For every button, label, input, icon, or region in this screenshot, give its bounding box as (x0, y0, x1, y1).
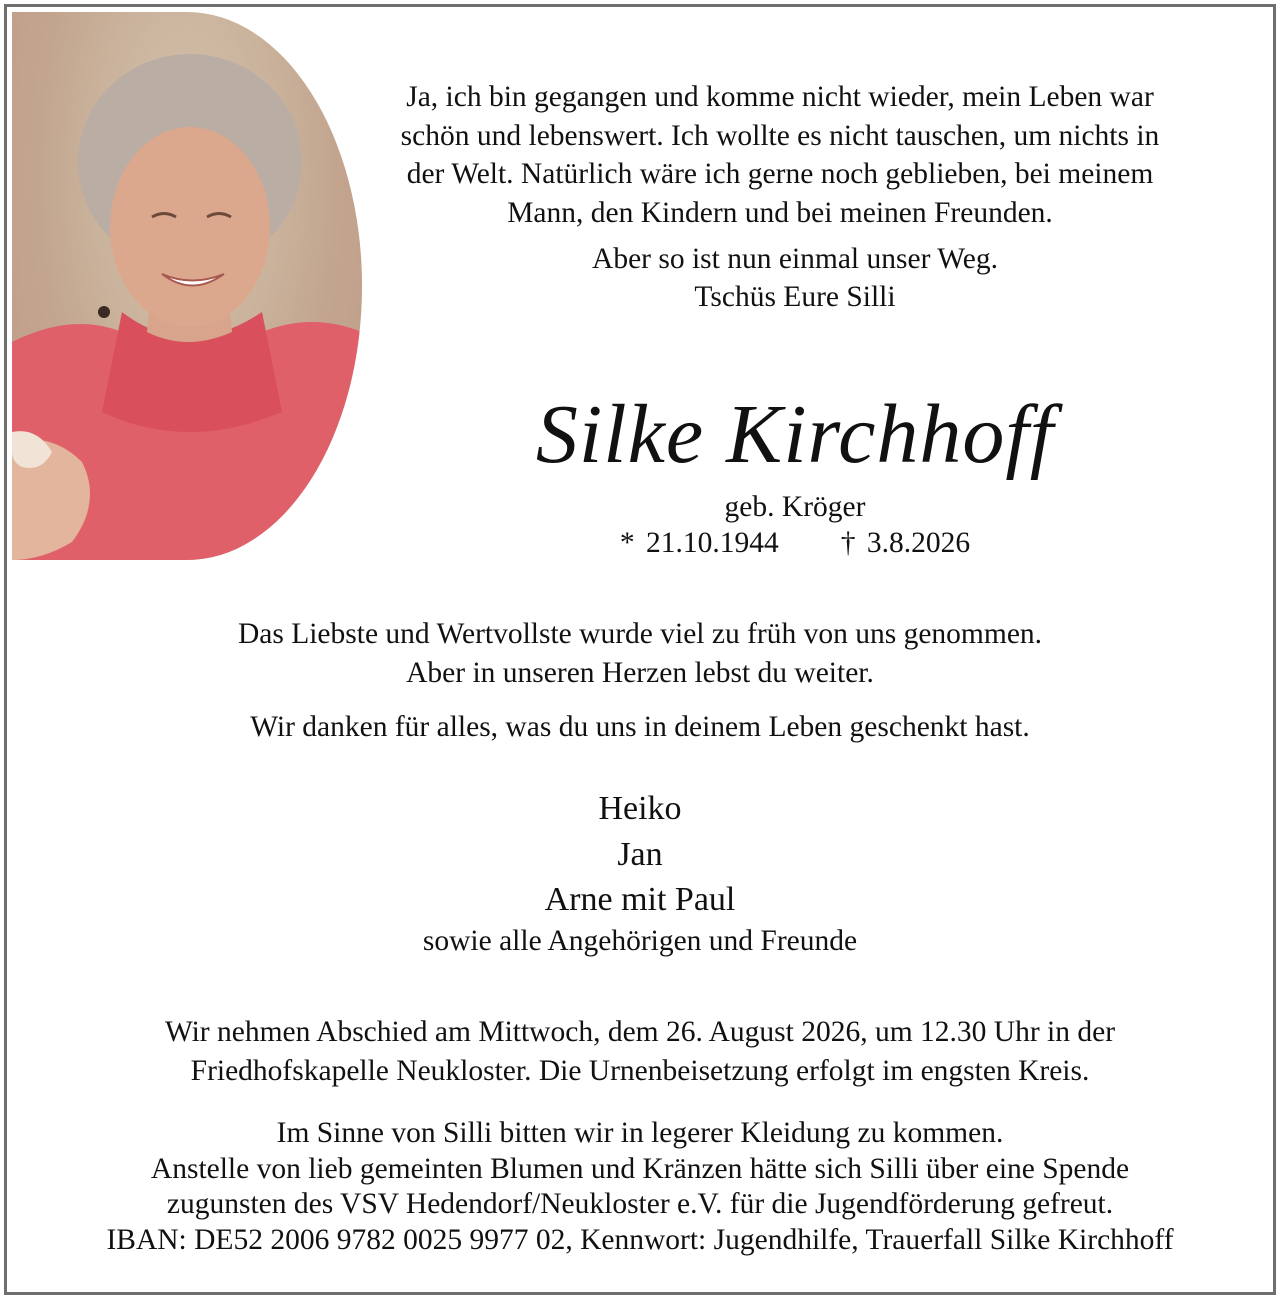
poem-signature: Tschüs Eure Silli (694, 281, 896, 313)
poem-line: Ja, ich bin gegangen und komme nicht wieder, mein Leben war (406, 81, 1154, 113)
dress-code-line: Im Sinne von Silli bitten wir in legerer Kleidung zu kommen. (276, 1117, 1004, 1149)
farewell-poem (340, 78, 1220, 232)
funeral-line: Wir nehmen Abschied am Mittwoch, dem 26. August 2026, um 12.30 Uhr in der (164, 1016, 1116, 1048)
deceased-name: Silke Kirchhoff (535, 388, 1055, 481)
family-member: Heiko (598, 790, 682, 827)
loss-line: Aber in unseren Herzen lebst du weiter. (406, 656, 874, 689)
maiden-name: geb. Kröger (724, 491, 866, 523)
family-list (0, 786, 1280, 923)
family-member: Arne mit Paul (544, 881, 736, 918)
loss-message (0, 615, 1280, 692)
loss-line: Das Liebste und Wertvollste wurde viel zu früh von uns genommen. (237, 618, 1043, 650)
poem-line: der Welt. Natürlich wäre ich gerne noch geblieben, bei meinem (406, 158, 1154, 190)
relatives-and-friends: sowie alle Angehörigen und Freunde (422, 925, 858, 957)
portrait-photo (12, 12, 362, 560)
donation-line: zugunsten des VSV Hedendorf/Neukloster e.V. für die Jugendförderung gefreut. (166, 1188, 1114, 1220)
life-dates (380, 524, 1210, 562)
funeral-line: Friedhofskapelle Neukloster. Die Urnenbeisetzung erfolgt im engsten Kreis. (190, 1054, 1090, 1087)
funeral-details (0, 1013, 1280, 1090)
donation-request (0, 1116, 1280, 1258)
birth-date: * 21.10.1944 (619, 527, 779, 559)
poem-closing (380, 240, 1210, 316)
family-member: Jan (617, 835, 663, 873)
iban-line: IBAN: DE52 2006 9782 0025 9977 02, Kennwort: Jugendhilfe, Trauerfall Silke Kirchhoff (106, 1223, 1174, 1256)
poem-closing-line: Aber so ist nun einmal unser Weg. (592, 243, 998, 275)
donation-line: Anstelle von lieb gemeinten Blumen und Kränzen hätte sich Silli über eine Spende (150, 1152, 1130, 1185)
death-date: † 3.8.2026 (840, 527, 971, 559)
poem-line: schön und lebenswert. Ich wollte es nicht tauschen, um nichts in (400, 119, 1160, 152)
poem-line: Mann, den Kindern und bei meinen Freunden. (507, 196, 1053, 229)
thanks-message: Wir danken für alles, was du uns in deinem Leben geschenkt hast. (250, 711, 1030, 743)
